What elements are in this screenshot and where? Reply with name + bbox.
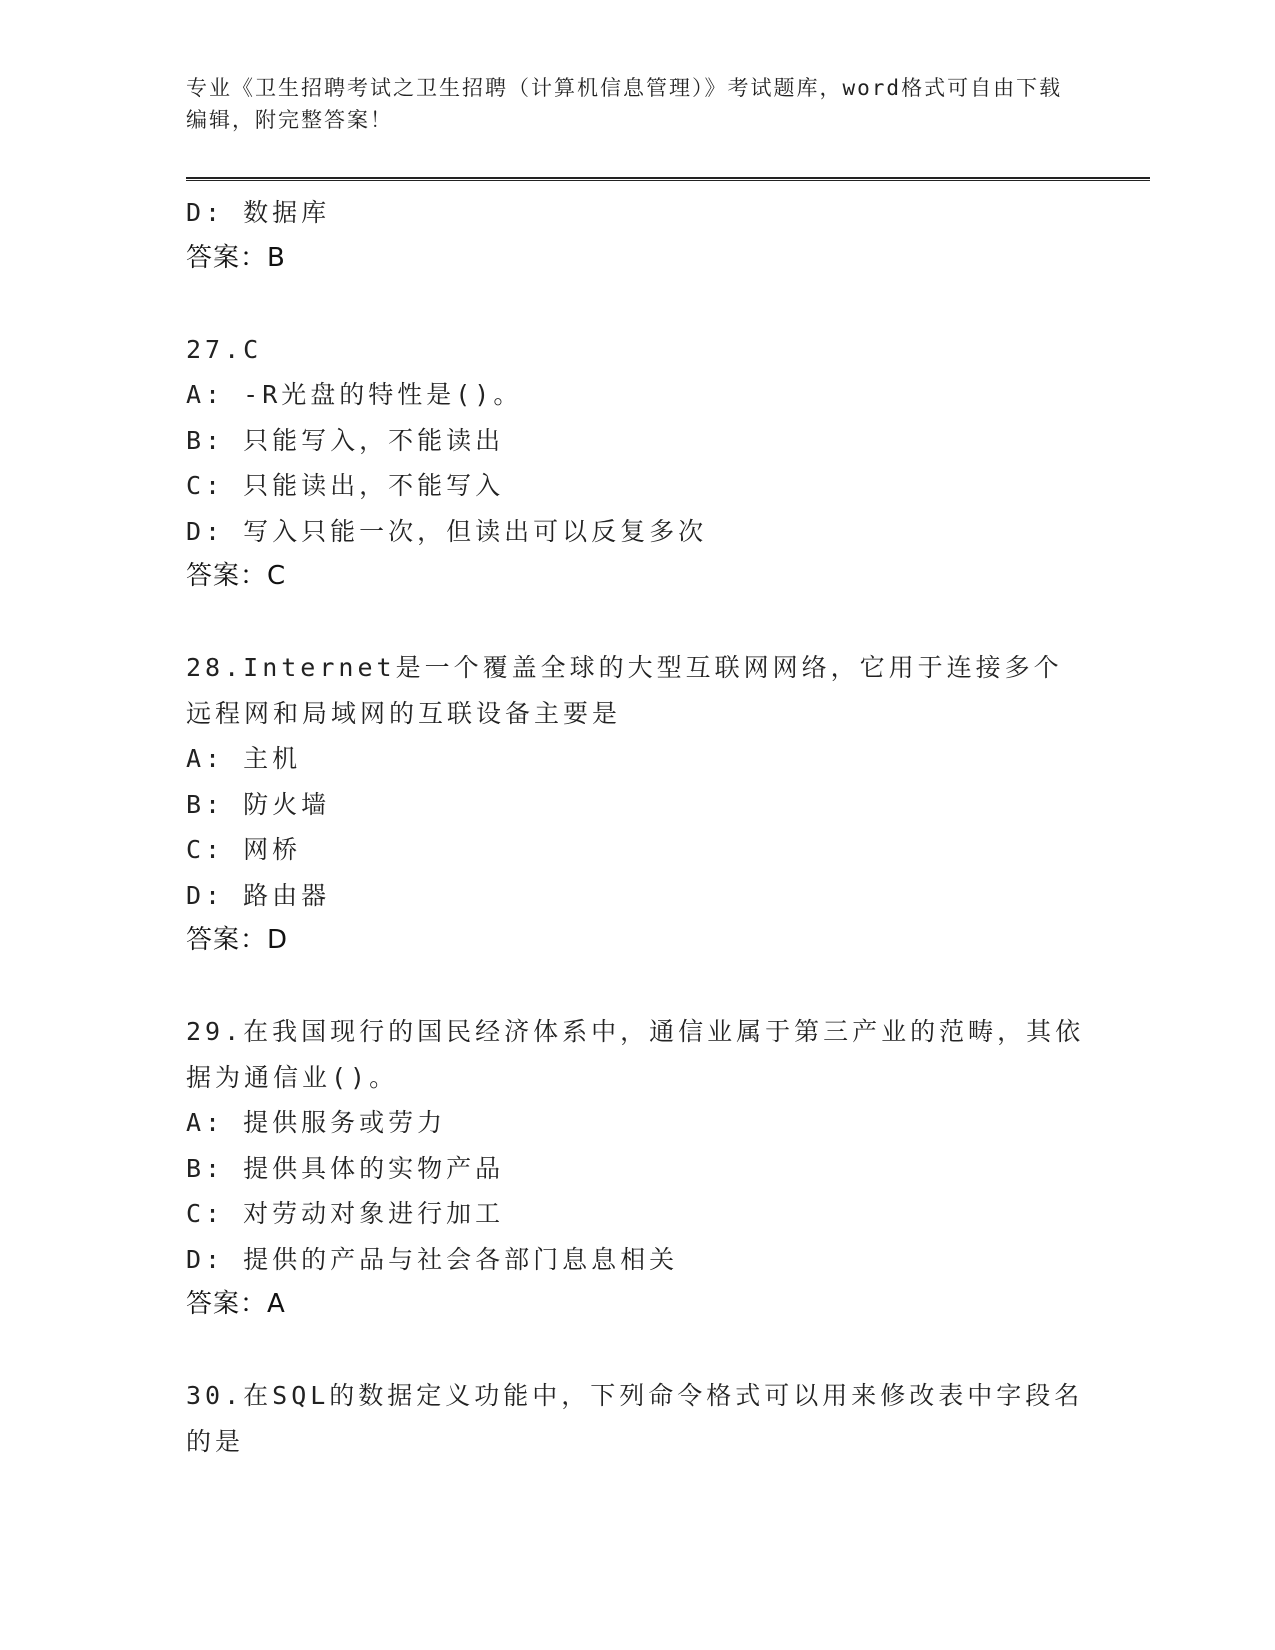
option-b: B: 防火墙 [186, 789, 331, 819]
answer-label: 答案：A [186, 1289, 286, 1319]
option-a: A: 主机 [186, 744, 302, 773]
option-c: C: 对劳动对象进行加工 [186, 1199, 505, 1228]
question-29 [186, 1009, 1086, 1328]
question-list [186, 190, 1086, 1464]
option-d: D: 提供的产品与社会各部门息息相关 [186, 1244, 679, 1274]
question-stem: 30.在SQL的数据定义功能中，下列命令格式可以用来修改表中字段名的是 [186, 1381, 1084, 1456]
page-header: 专业《卫生招聘考试之卫生招聘（计算机信息管理）》考试题库，word格式可自由下载编辑，附完整答案！ [186, 76, 1063, 132]
option-d: D: 路由器 [186, 880, 331, 910]
question-stem: 28.Internet是一个覆盖全球的大型互联网网络，它用于连接多个远程网和局域网的互联设备主要是 [186, 653, 1063, 728]
question-28 [186, 645, 1086, 964]
question-stem: 27.C [186, 334, 263, 364]
option-a: A: 提供服务或劳力 [186, 1108, 447, 1137]
header-divider [186, 177, 1150, 181]
answer-label: 答案：C [186, 561, 287, 591]
spacer [186, 964, 1086, 1010]
spacer [186, 281, 1086, 327]
option-d: D: 数据库 [186, 198, 331, 227]
option-c: C: 只能读出，不能写入 [186, 471, 505, 500]
option-b: B: 只能写入，不能读出 [186, 425, 505, 455]
spacer [186, 1328, 1086, 1374]
option-b: B: 提供具体的实物产品 [186, 1153, 505, 1183]
question-30 [186, 1373, 1086, 1464]
option-d: D: 写入只能一次，但读出可以反复多次 [186, 516, 708, 546]
answer-label: 答案：D [186, 925, 289, 955]
spacer [186, 600, 1086, 646]
option-c: C: 网桥 [186, 835, 302, 864]
option-a: A: -R光盘的特性是()。 [186, 380, 523, 409]
answer-label: 答案：B [186, 242, 286, 273]
question-27 [186, 327, 1086, 600]
question-stem: 29.在我国现行的国民经济体系中，通信业属于第三产业的范畴，其依据为通信业()。 [186, 1017, 1085, 1092]
